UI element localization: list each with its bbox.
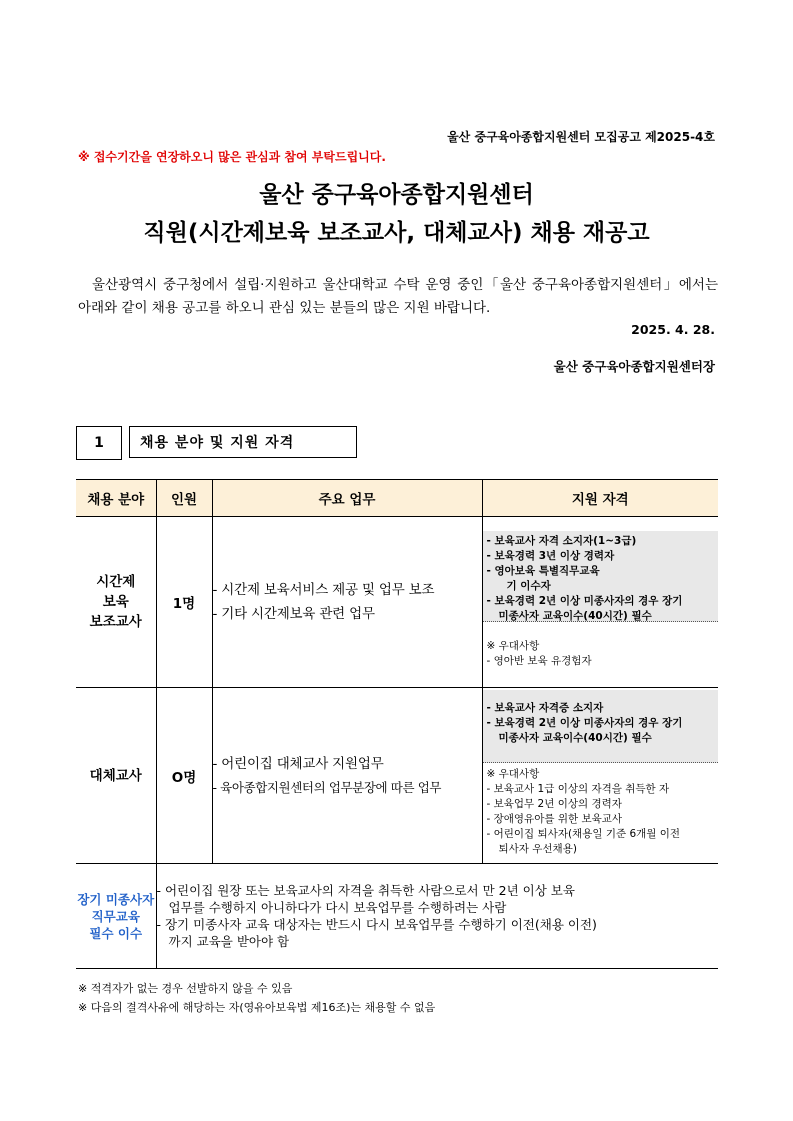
field-line: 보조교사 — [89, 614, 142, 630]
table-row — [76, 864, 718, 969]
qual-line: - 장애영유아를 위한 보육교사 — [486, 813, 623, 825]
longterm-line: 업무를 수행하지 아니하다가 다시 보육업무를 수행하려는 사람 — [168, 900, 507, 915]
field-cell — [76, 517, 156, 688]
notice-number: 울산 중구육아종합지원센터 모집공고 제2025-4호 — [447, 130, 715, 144]
qual-line: - 보육교사 1급 이상의 자격을 취득한 자 — [486, 783, 670, 795]
footnote: ※ 적격자가 없는 경우 선발하지 않을 수 있음 — [78, 982, 293, 995]
qual-line: ※ 우대사항 — [486, 768, 540, 780]
count-cell: O명 — [156, 688, 212, 864]
table-row — [76, 517, 718, 688]
duty-line: - 기타 시간제보육 관련 업무 — [212, 606, 375, 622]
field-cell — [76, 688, 156, 864]
table-header-row — [76, 480, 718, 517]
required-qualifications — [483, 531, 719, 622]
qual-line: - 보육경력 3년 이상 경력자 — [486, 550, 615, 562]
longterm-text-cell — [156, 864, 718, 969]
qual-line: 퇴사자 우선채용) — [498, 843, 577, 855]
duty-line: - 육아종합지원센터의 업무분장에 따른 업무 — [212, 779, 442, 795]
page-title-line1: 울산 중구육아종합지원센터 — [259, 182, 534, 208]
longterm-label-cell — [76, 864, 156, 969]
duty-line: - 시간제 보육서비스 제공 및 업무 보조 — [212, 582, 435, 598]
preferred-qualifications — [483, 622, 719, 673]
duties-cell — [212, 517, 482, 688]
count-cell: 1명 — [156, 517, 212, 688]
qual-line: - 영아보육 특별직무교육 — [486, 565, 600, 577]
field-line: 시간제 — [96, 574, 136, 590]
longterm-label-line: 필수 이수 — [89, 925, 143, 941]
field-line: 보육 — [102, 594, 129, 610]
longterm-label-line: 직무교육 — [91, 908, 140, 924]
qual-line: - 영아반 보육 유경험자 — [486, 655, 592, 667]
field-line: 대체교사 — [89, 767, 142, 784]
qualifications-cell — [482, 688, 718, 864]
header-duties: 주요 업무 — [212, 480, 482, 517]
footnote: ※ 다음의 결격사유에 해당하는 자(영유아보육법 제16조)는 채용할 수 없음 — [78, 1001, 436, 1014]
qual-line: 기 이수자 — [506, 580, 551, 592]
qual-line: 미종사자 교육이수(40시간) 필수 — [498, 610, 652, 622]
qual-line: ※ 우대사항 — [486, 640, 540, 652]
longterm-line: - 어린이집 원장 또는 보육교사의 자격을 취득한 사람으로서 만 2년 이상 보육 — [156, 883, 575, 898]
notice-date: 2025. 4. 28. — [631, 322, 715, 337]
qual-line: - 보육교사 자격증 소지자 — [486, 702, 604, 714]
longterm-label-line: 장기 미종사자 — [77, 891, 155, 907]
preferred-qualifications — [483, 763, 719, 861]
page-title-line2: 직원(시간제보육 보조교사, 대체교사) 채용 재공고 — [143, 220, 650, 246]
header-count: 인원 — [156, 480, 212, 517]
duty-line: - 어린이집 대체교사 지원업무 — [212, 755, 384, 772]
qual-line: - 보육경력 2년 이상 미종사자의 경우 장기 — [486, 595, 683, 607]
recruitment-table — [76, 479, 718, 969]
longterm-line: 까지 교육을 받아야 함 — [168, 934, 290, 949]
qual-line: - 보육교사 자격 소지자(1~3급) — [486, 535, 637, 547]
qual-line: - 어린이집 퇴사자(채용일 기준 6개월 이전 — [486, 828, 681, 840]
section-title: 채용 분야 및 지원 자격 — [129, 426, 357, 458]
table-row — [76, 688, 718, 864]
section-number: 1 — [76, 426, 122, 460]
qual-line: - 보육경력 2년 이상 미종사자의 경우 장기 — [486, 717, 683, 729]
signer: 울산 중구육아종합지원센터장 — [553, 359, 715, 374]
qual-line: - 보육업무 2년 이상의 경력자 — [486, 798, 622, 810]
qualifications-cell — [482, 517, 718, 688]
longterm-line: - 장기 미종사자 교육 대상자는 반드시 다시 보육업무를 수행하기 이전(채용 이전) — [156, 917, 597, 932]
qual-line: 미종사자 교육이수(40시간) 필수 — [498, 732, 652, 744]
intro-paragraph: 울산광역시 중구청에서 설립·지원하고 울산대학교 수탁 운영 중인「울산 중구육아종합지원센터」에서는 아래와 같이 채용 공고를 하오니 관심 있는 분들의 많은 지원 바랍니다. — [78, 277, 718, 316]
duties-cell — [212, 688, 482, 864]
extension-notice: ※ 접수기간을 연장하오니 많은 관심과 참여 부탁드립니다. — [78, 150, 386, 164]
header-qualifications: 지원 자격 — [482, 480, 718, 517]
header-field: 채용 분야 — [76, 480, 156, 517]
required-qualifications — [483, 690, 719, 763]
